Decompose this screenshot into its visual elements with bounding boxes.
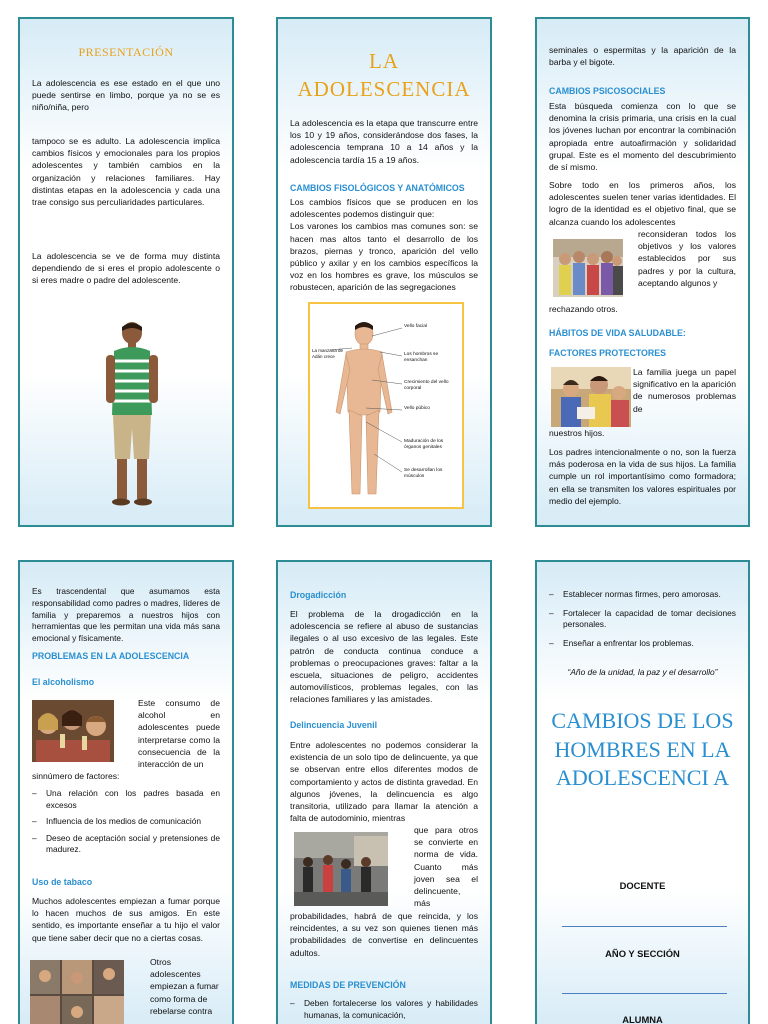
presentacion-para-1: La adolescencia es ese estado en el que uno puede sentirse en limbo, porque ya no se es niño/niña, pero [32,78,220,113]
brochure-panel-adolescencia [276,17,492,527]
tabaco-para-1: Muchos adolescentes empiezan a fumar porque lo hacen muchos de sus amigos. En este sentido, es importante enseñar a tu hijo el valor que tiene saber decir que no a ciertas cosas. [32,896,220,943]
presentacion-para-3: La adolescencia se ve de forma muy distinta dependiendo de si eres el propio adolescente o si eres madre o padre del adolescente. [32,251,220,286]
psicosociales-para-2c: rechazando otros. [549,304,618,314]
cover-title: CAMBIOS DE LOS HOMBRES EN LA ADOLESCENCI A [551,708,734,790]
factores-para-1b: nuestros hijos. [549,428,605,438]
smoking-collage-photo [30,960,124,1024]
psicosociales-para-2a: Sobre todo en los primeros años, los adolescentes suelen tener varias identidades. El logro de la identidad es el objetivo final, que se alcanza cuando los adolescentes [549,180,736,227]
presentacion-title: PRESENTACIÓN [78,45,174,59]
responsabilidad-para: Es trascendental que asumamos esta responsabilidad como padres o madres, líderes de familia y preparemos a nuestros hijos con herramientas que les permitan una vida más sana emocional y físicamente. [32,586,220,644]
brochure-panel-presentacion [18,17,234,527]
label-facial-hair: Vello facial [404,324,427,329]
drogadiccion-heading: Drogadicción [290,590,347,600]
list-item: – Influencia de los medios de comunicación [32,816,202,827]
delincuencia-heading: Delincuencia Juvenil [290,720,378,730]
docente-label: DOCENTE [619,880,666,891]
family-reading-photo [551,367,631,427]
alcoholismo-para-b: sinnúmero de factores: [32,771,120,781]
list-item: – Establecer normas firmes, pero amorosas. [549,589,721,599]
ano-seccion-label: AÑO Y SECCIÓN [605,948,680,959]
factores-protectores-heading: FACTORES PROTECTORES [549,348,666,358]
cambios-fisiologicos-body: Los cambios físicos que se producen en los adolescentes podemos distinguir que: Los varones los cambios mas comunes son: se hacen mas altos tanto el desarrollo de los brazos, piernas y tronco, aparición del vello público y axilar y en los cambios específicos la voz en los hombres es grave, los músculos se robustecen, aparición de las segregaciones [290,197,478,293]
label-pubic-hair: Vello púbico [404,406,430,411]
list-item: – Deben fortalecerse los valores y habilidades humanas, la comunicación, [290,998,478,1020]
tabaco-heading: Uso de tabaco [32,877,93,887]
brochure-panel-cover [535,560,750,1024]
psicosociales-para-1: Esta búsqueda comienza con lo que se denomina la crisis primaria, una crisis en la cual los jóvenes luchan por encontrar la combinación apropiada entre autoafirmación y solidaridad grupal. Este es el momento del descubrimiento de sí mismo. [549,101,736,173]
drogadiccion-para: El problema de la drogadicción en la adolescencia se refiere al abuso de sustancias ilegales o al uso excesivo de las legales. Este patrón de conducta continua conduce a problemas o preocupaciones graves: faltar a la escuela, situaciones de peligro, accidentes automovilísticos, problemas legales, con las relaciones familiares y las amistades. [290,609,478,705]
alcoholismo-para-a: Este consumo de alcohol en adolescentes puede interpretarse como la consecuencia de la interacción de un [138,698,220,770]
psicosociales-para-2b: reconsideran todos los objetivos y los valores establecidos por sus padres y por la cultura, aceptando algunos y [638,229,736,288]
label-genitals: Maduración de los órganos genitales [404,439,444,450]
list-item: – Una relación con los padres basada en excesos [32,788,220,810]
alcoholismo-factors-list [32,788,220,861]
year-motto: “Año de la unidad, la paz y el desarrollo” [567,667,718,677]
factores-para-2: Los padres intencionalmente o no, son la fuerza más poderosa en la vida de sus hijos. La familia cumple un rol importantísimo como formadora; en ella se transmiten los valores espirituales por medio del ejemplo. [549,447,736,506]
teens-group-photo [553,239,623,297]
delincuencia-para-c: probabilidades, habrá de que reincida, y los reincidentes, a su vez son quienes tienen más probabilidades de convertise en delincuentes adultos. [290,911,478,958]
docente-fill-line [562,926,727,927]
cambios-psicosociales-heading: CAMBIOS PSICOSOCIALES [549,86,666,96]
list-item: – Deseo de aceptación social y pretensiones de madurez. [32,832,220,855]
label-body-hair: Crecimiento del vello corporal [404,380,449,391]
presentacion-para-2: tampoco se es adulto. La adolescencia implica cambios físicos y emocionales para los propios adolescentes y también cambios en la organización y relaciones familiares. Hay distintas etapas en la adolescencia y cada una trae consigo sus perculiaridades particulares. [32,136,220,208]
habitos-heading: HÁBITOS DE VIDA SALUDABLE: [549,328,686,338]
delincuencia-para-b: que para otros se convierte en norma de vida. Cuanto más joven sea el delincuente, más [414,825,478,909]
ano-seccion-fill-line [562,993,727,994]
adolescencia-title-line-1: LA [369,49,399,73]
prevencion-list [549,589,736,654]
adolescencia-intro: La adolescencia es la etapa que transcurre entre los 10 y 19 años, considerándose dos fases, la adolescencia temprana 10 a 14 años y la adolescencia tardía 15 a 19 años. [290,118,478,165]
teen-boy-photo [102,319,162,509]
brochure-panel-psicosociales [535,17,750,527]
body-changes-diagram [308,302,464,509]
tabaco-para-2: Otros adolescentes empiezan a fumar como forma de rebelarse contra [150,957,219,1016]
label-muscles: Se desarrollan los músculos [404,468,443,479]
cambios-fisiologicos-heading: CAMBIOS FISOLÓGICOS Y ANATÓMICOS [290,183,465,193]
alumna-label: ALUMNA [622,1014,663,1024]
list-item: – Fortalecer la capacidad de tomar decisiones personales. [549,607,736,630]
brochure-panel-drogadiccion [276,560,492,1024]
medidas-prevencion-heading: MEDIDAS DE PREVENCIÓN [290,980,406,990]
list-item: – Enseñar a enfrentar los problemas. [549,637,694,648]
problemas-heading: PROBLEMAS EN LA ADOLESCENCIA [32,651,190,661]
street-violence-photo [294,832,388,906]
teens-drinking-photo [32,700,114,762]
delincuencia-para-a: Entre adolescentes no podemos considerar la existencia de un solo tipo de delincuente, ya que se observan entre ellos diferentes modos de comportamiento y actos de distinta gravedad. En algunos jóvenes, la delincuencia es algo transitoria, utilizado para llamar la atención a falta de autodominio, mientras [290,740,478,824]
label-shoulders: Los hombros se ensanchan [404,352,439,363]
factores-para-1a: La familia juega un papel significativo en la aparición de numerosos problemas de [633,367,736,414]
adolescencia-title-line-2: ADOLESCENCIA [297,77,471,101]
brochure-panel-problemas [18,560,234,1024]
alcoholismo-heading: El alcoholismo [32,677,95,687]
seminales-continuation: seminales o espermitas y la aparición de la barba y el bigote. [549,45,736,68]
label-adam-apple: La manzana de Adán crece [312,348,344,359]
